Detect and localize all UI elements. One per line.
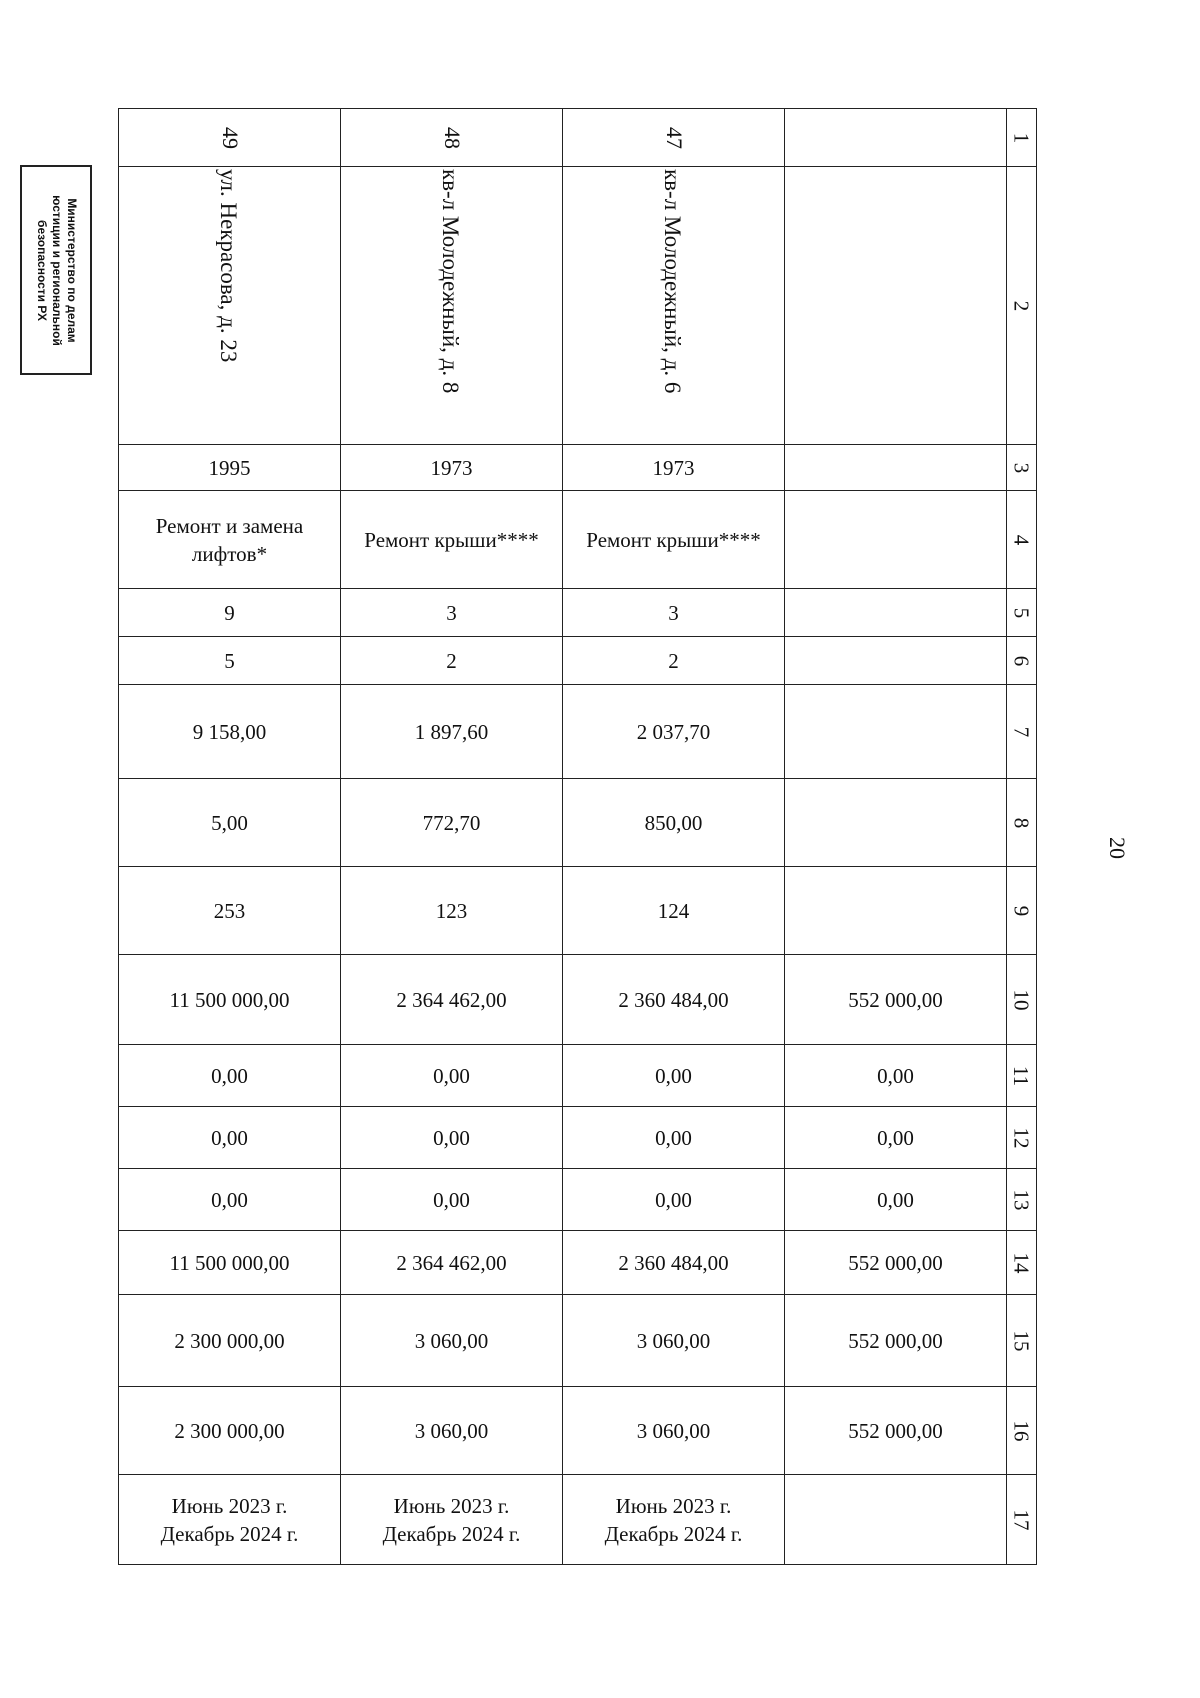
- column-index-17: 17: [1007, 1475, 1037, 1565]
- cell-c7-49: 9 158,00: [119, 685, 341, 779]
- cell-year-47: 1973: [563, 445, 785, 491]
- row-col-6: [119, 637, 1037, 685]
- cell-c14-47: 2 360 484,00: [563, 1231, 785, 1295]
- cell-c11-48: 0,00: [341, 1045, 563, 1107]
- cell-c5-blank: [785, 589, 1007, 637]
- column-index-4: 4: [1007, 491, 1037, 589]
- row-col-17: [119, 1475, 1037, 1565]
- cell-period-blank: [785, 1475, 1007, 1565]
- cell-c10-47: 2 360 484,00: [563, 955, 785, 1045]
- repair-program-table: [118, 108, 1037, 1565]
- cell-c10-48: 2 364 462,00: [341, 955, 563, 1045]
- row-col-14: [119, 1231, 1037, 1295]
- column-index-9: 9: [1007, 867, 1037, 955]
- cell-c8-48: 772,70: [341, 779, 563, 867]
- column-index-10: 10: [1007, 955, 1037, 1045]
- cell-period-47: [563, 1475, 785, 1565]
- column-index-14: 14: [1007, 1231, 1037, 1295]
- cell-work-49: Ремонт и замена лифтов*: [119, 491, 341, 589]
- cell-address-47: кв-л Молодежный, д. 6: [563, 167, 785, 445]
- cell-c7-47: 2 037,70: [563, 685, 785, 779]
- cell-c15-49: 2 300 000,00: [119, 1295, 341, 1387]
- cell-c11-blank: 0,00: [785, 1045, 1007, 1107]
- cell-address-blank: [785, 167, 1007, 445]
- row-col-15: [119, 1295, 1037, 1387]
- stamp-line-3: безопасности РХ: [34, 219, 49, 321]
- cell-c13-47: 0,00: [563, 1169, 785, 1231]
- cell-c11-47: 0,00: [563, 1045, 785, 1107]
- column-index-1: 1: [1007, 109, 1037, 167]
- cell-c16-48: 3 060,00: [341, 1387, 563, 1475]
- registration-stamp: [20, 165, 92, 375]
- cell-c5-47: 3: [563, 589, 785, 637]
- cell-c8-49: 5,00: [119, 779, 341, 867]
- cell-period-49: [119, 1475, 341, 1565]
- stamp-line-1: Министерство по делам: [64, 197, 79, 343]
- cell-c16-49: 2 300 000,00: [119, 1387, 341, 1475]
- cell-c8-blank: [785, 779, 1007, 867]
- cell-address-49: ул. Некрасова, д. 23: [119, 167, 341, 445]
- stamp-line-2: юстиции и региональной: [49, 194, 64, 346]
- period-end: Декабрь 2024 г.: [604, 1521, 743, 1546]
- cell-c12-47: 0,00: [563, 1107, 785, 1169]
- cell-c15-blank: 552 000,00: [785, 1295, 1007, 1387]
- column-index-2: 2: [1007, 167, 1037, 445]
- cell-address-48: кв-л Молодежный, д. 8: [341, 167, 563, 445]
- cell-c6-48: 2: [341, 637, 563, 685]
- period-start: Июнь 2023 г.: [393, 1493, 510, 1518]
- cell-c9-47: 124: [563, 867, 785, 955]
- cell-c13-blank: 0,00: [785, 1169, 1007, 1231]
- cell-year-48: 1973: [341, 445, 563, 491]
- cell-c9-49: 253: [119, 867, 341, 955]
- cell-c7-48: 1 897,60: [341, 685, 563, 779]
- cell-c12-49: 0,00: [119, 1107, 341, 1169]
- cell-c13-48: 0,00: [341, 1169, 563, 1231]
- row-col-8: [119, 779, 1037, 867]
- column-index-3: 3: [1007, 445, 1037, 491]
- cell-c6-47: 2: [563, 637, 785, 685]
- cell-period-48: [341, 1475, 563, 1565]
- column-index-13: 13: [1007, 1169, 1037, 1231]
- cell-c5-49: 9: [119, 589, 341, 637]
- row-col-5: [119, 589, 1037, 637]
- row-col-4: [119, 491, 1037, 589]
- row-col-12: [119, 1107, 1037, 1169]
- cell-c10-49: 11 500 000,00: [119, 955, 341, 1045]
- column-index-6: 6: [1007, 637, 1037, 685]
- cell-c14-48: 2 364 462,00: [341, 1231, 563, 1295]
- cell-work-blank: [785, 491, 1007, 589]
- cell-c16-47: 3 060,00: [563, 1387, 785, 1475]
- cell-c7-blank: [785, 685, 1007, 779]
- row-col-16: [119, 1387, 1037, 1475]
- column-index-15: 15: [1007, 1295, 1037, 1387]
- cell-num-48: 48: [341, 109, 563, 167]
- row-col-9: [119, 867, 1037, 955]
- cell-year-blank: [785, 445, 1007, 491]
- period-end: Декабрь 2024 г.: [382, 1521, 521, 1546]
- cell-c6-49: 5: [119, 637, 341, 685]
- cell-c8-47: 850,00: [563, 779, 785, 867]
- cell-c12-blank: 0,00: [785, 1107, 1007, 1169]
- column-index-7: 7: [1007, 685, 1037, 779]
- period-start: Июнь 2023 г.: [615, 1493, 732, 1518]
- column-index-16: 16: [1007, 1387, 1037, 1475]
- cell-c14-blank: 552 000,00: [785, 1231, 1007, 1295]
- cell-c10-blank: 552 000,00: [785, 955, 1007, 1045]
- row-col-2: [119, 167, 1037, 445]
- page-number: 20: [1105, 837, 1130, 859]
- column-index-8: 8: [1007, 779, 1037, 867]
- row-col-10: [119, 955, 1037, 1045]
- row-col-1: [119, 109, 1037, 167]
- cell-year-49: 1995: [119, 445, 341, 491]
- cell-c11-49: 0,00: [119, 1045, 341, 1107]
- column-index-12: 12: [1007, 1107, 1037, 1169]
- row-col-11: [119, 1045, 1037, 1107]
- period-end: Декабрь 2024 г.: [160, 1521, 299, 1546]
- cell-c16-blank: 552 000,00: [785, 1387, 1007, 1475]
- cell-c6-blank: [785, 637, 1007, 685]
- period-start: Июнь 2023 г.: [171, 1493, 288, 1518]
- cell-num-47: 47: [563, 109, 785, 167]
- column-index-5: 5: [1007, 589, 1037, 637]
- cell-num-49: 49: [119, 109, 341, 167]
- column-index-11: 11: [1007, 1045, 1037, 1107]
- row-col-13: [119, 1169, 1037, 1231]
- cell-c13-49: 0,00: [119, 1169, 341, 1231]
- cell-num-blank: [785, 109, 1007, 167]
- cell-work-48: Ремонт крыши****: [341, 491, 563, 589]
- cell-work-47: Ремонт крыши****: [563, 491, 785, 589]
- cell-c9-48: 123: [341, 867, 563, 955]
- cell-c12-48: 0,00: [341, 1107, 563, 1169]
- cell-c5-48: 3: [341, 589, 563, 637]
- cell-c15-47: 3 060,00: [563, 1295, 785, 1387]
- row-col-3: [119, 445, 1037, 491]
- cell-c14-49: 11 500 000,00: [119, 1231, 341, 1295]
- cell-c15-48: 3 060,00: [341, 1295, 563, 1387]
- row-col-7: [119, 685, 1037, 779]
- cell-c9-blank: [785, 867, 1007, 955]
